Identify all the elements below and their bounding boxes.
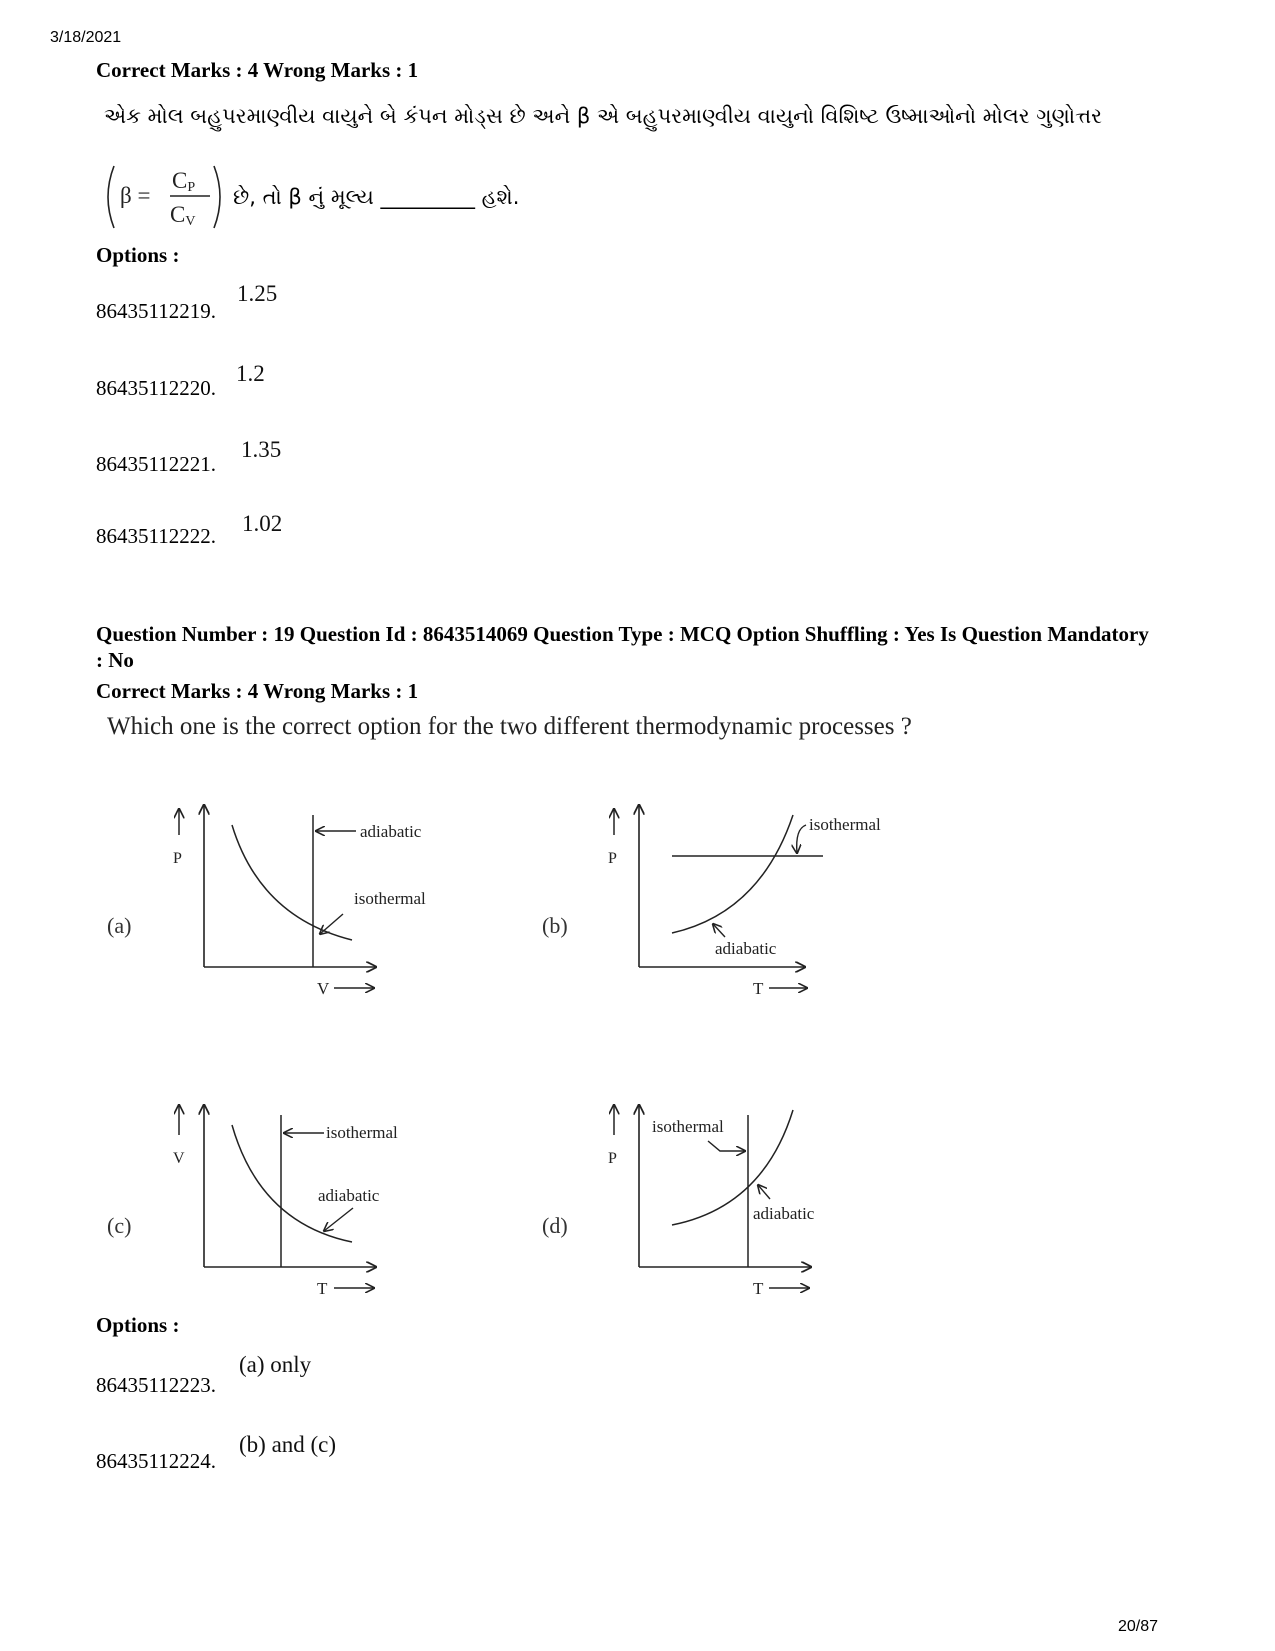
- q19-question: Which one is the correct option for the two different thermodynamic processes ?: [107, 713, 912, 740]
- q18-option-3-id: 86435112221.: [96, 452, 216, 476]
- graph-b-svg: [535, 795, 915, 1005]
- left-paren: [108, 166, 114, 228]
- graph-b-adiabatic-pointer: [713, 924, 725, 937]
- graph-a: [100, 795, 480, 1005]
- right-paren: [214, 166, 220, 228]
- graph-d-x-label: T: [753, 1279, 764, 1298]
- graph-a-vertical-line-label: adiabatic: [360, 822, 422, 841]
- graph-c: [100, 1095, 480, 1305]
- q18-marks: Correct Marks : 4 Wrong Marks : 1: [96, 58, 419, 82]
- q18-question-line2: છે, તો β નું મૂલ્ય _________ હશે.: [233, 185, 520, 209]
- graph-b-curve-label: adiabatic: [715, 939, 777, 958]
- graph-c-svg: [100, 1095, 480, 1305]
- graph-c-adiabatic-pointer: [324, 1208, 353, 1231]
- q18-option-2-value[interactable]: 1.2: [236, 361, 265, 386]
- graph-b-horizontal-line-label: isothermal: [809, 815, 881, 834]
- graph-c-curve-label: adiabatic: [318, 1186, 380, 1205]
- graph-a-x-label: V: [317, 979, 330, 998]
- graph-d-svg: [535, 1095, 915, 1305]
- q18-option-4-value[interactable]: 1.02: [242, 511, 283, 536]
- graph-d-y-label: P: [608, 1150, 617, 1167]
- q19-option-1-id: 86435112223.: [96, 1373, 216, 1397]
- graph-d-curve-label: adiabatic: [753, 1204, 815, 1223]
- q18-question-line1: એક મોલ બહુપરમાણ્વીય વાયુને બે કંપન મોડ્સ છે અને β એ બહુપરમાણ્વીય વાયુનો વિશિષ્ટ ઉષ્માઓનો મોલર ગુણોત્તર: [104, 104, 1103, 128]
- graph-a-isothermal-pointer: [320, 914, 343, 934]
- graph-d: [535, 1095, 915, 1305]
- q18-options-label: Options :: [96, 243, 180, 267]
- graph-b-x-label: T: [753, 979, 764, 998]
- graph-a-curve-label: isothermal: [354, 889, 426, 908]
- q18-option-1-id: 86435112219.: [96, 299, 216, 323]
- q18-option-2-id: 86435112220.: [96, 376, 216, 400]
- page-date: 3/18/2021: [50, 29, 122, 46]
- graph-b-isothermal-pointer: [797, 825, 806, 853]
- graph-d-isothermal-pointer: [708, 1141, 745, 1151]
- graph-d-label: (d): [542, 1213, 568, 1238]
- graph-b-curve: [672, 815, 793, 933]
- formula-numerator: CP: [172, 168, 196, 195]
- graph-c-vertical-line-label: isothermal: [326, 1123, 398, 1142]
- graph-b-y-label: P: [608, 850, 617, 867]
- q19-options-label: Options :: [96, 1313, 180, 1337]
- q18-option-3-value[interactable]: 1.35: [241, 437, 282, 462]
- page-number: 20/87: [1118, 1618, 1159, 1635]
- q19-option-2-value[interactable]: (b) and (c): [239, 1432, 337, 1457]
- q19-marks: Correct Marks : 4 Wrong Marks : 1: [96, 679, 419, 703]
- q19-header: Question Number : 19 Question Id : 8643514069 Question Type : MCQ Option Shuffling : Yes Is Question Mandatory : No: [96, 622, 1149, 672]
- graph-d-adiabatic-pointer: [758, 1185, 770, 1199]
- q18-option-1-value[interactable]: 1.25: [237, 281, 278, 306]
- graph-c-curve: [232, 1125, 352, 1242]
- graph-b-label: (b): [542, 913, 568, 938]
- graph-d-vertical-line-label: isothermal: [652, 1117, 724, 1136]
- q19-option-1-value[interactable]: (a) only: [239, 1352, 312, 1377]
- q18-option-4-id: 86435112222.: [96, 524, 216, 548]
- graph-c-label: (c): [107, 1213, 132, 1238]
- graph-b: [535, 795, 915, 1005]
- graph-a-svg: [100, 795, 480, 1005]
- formula-lhs: β =: [120, 183, 151, 208]
- graph-c-x-label: T: [317, 1279, 328, 1298]
- graph-a-y-label: P: [173, 850, 182, 867]
- q19-option-2-id: 86435112224.: [96, 1449, 216, 1473]
- formula-denominator: CV: [170, 202, 196, 229]
- graph-a-label: (a): [107, 913, 132, 938]
- graph-c-y-label: V: [173, 1150, 185, 1167]
